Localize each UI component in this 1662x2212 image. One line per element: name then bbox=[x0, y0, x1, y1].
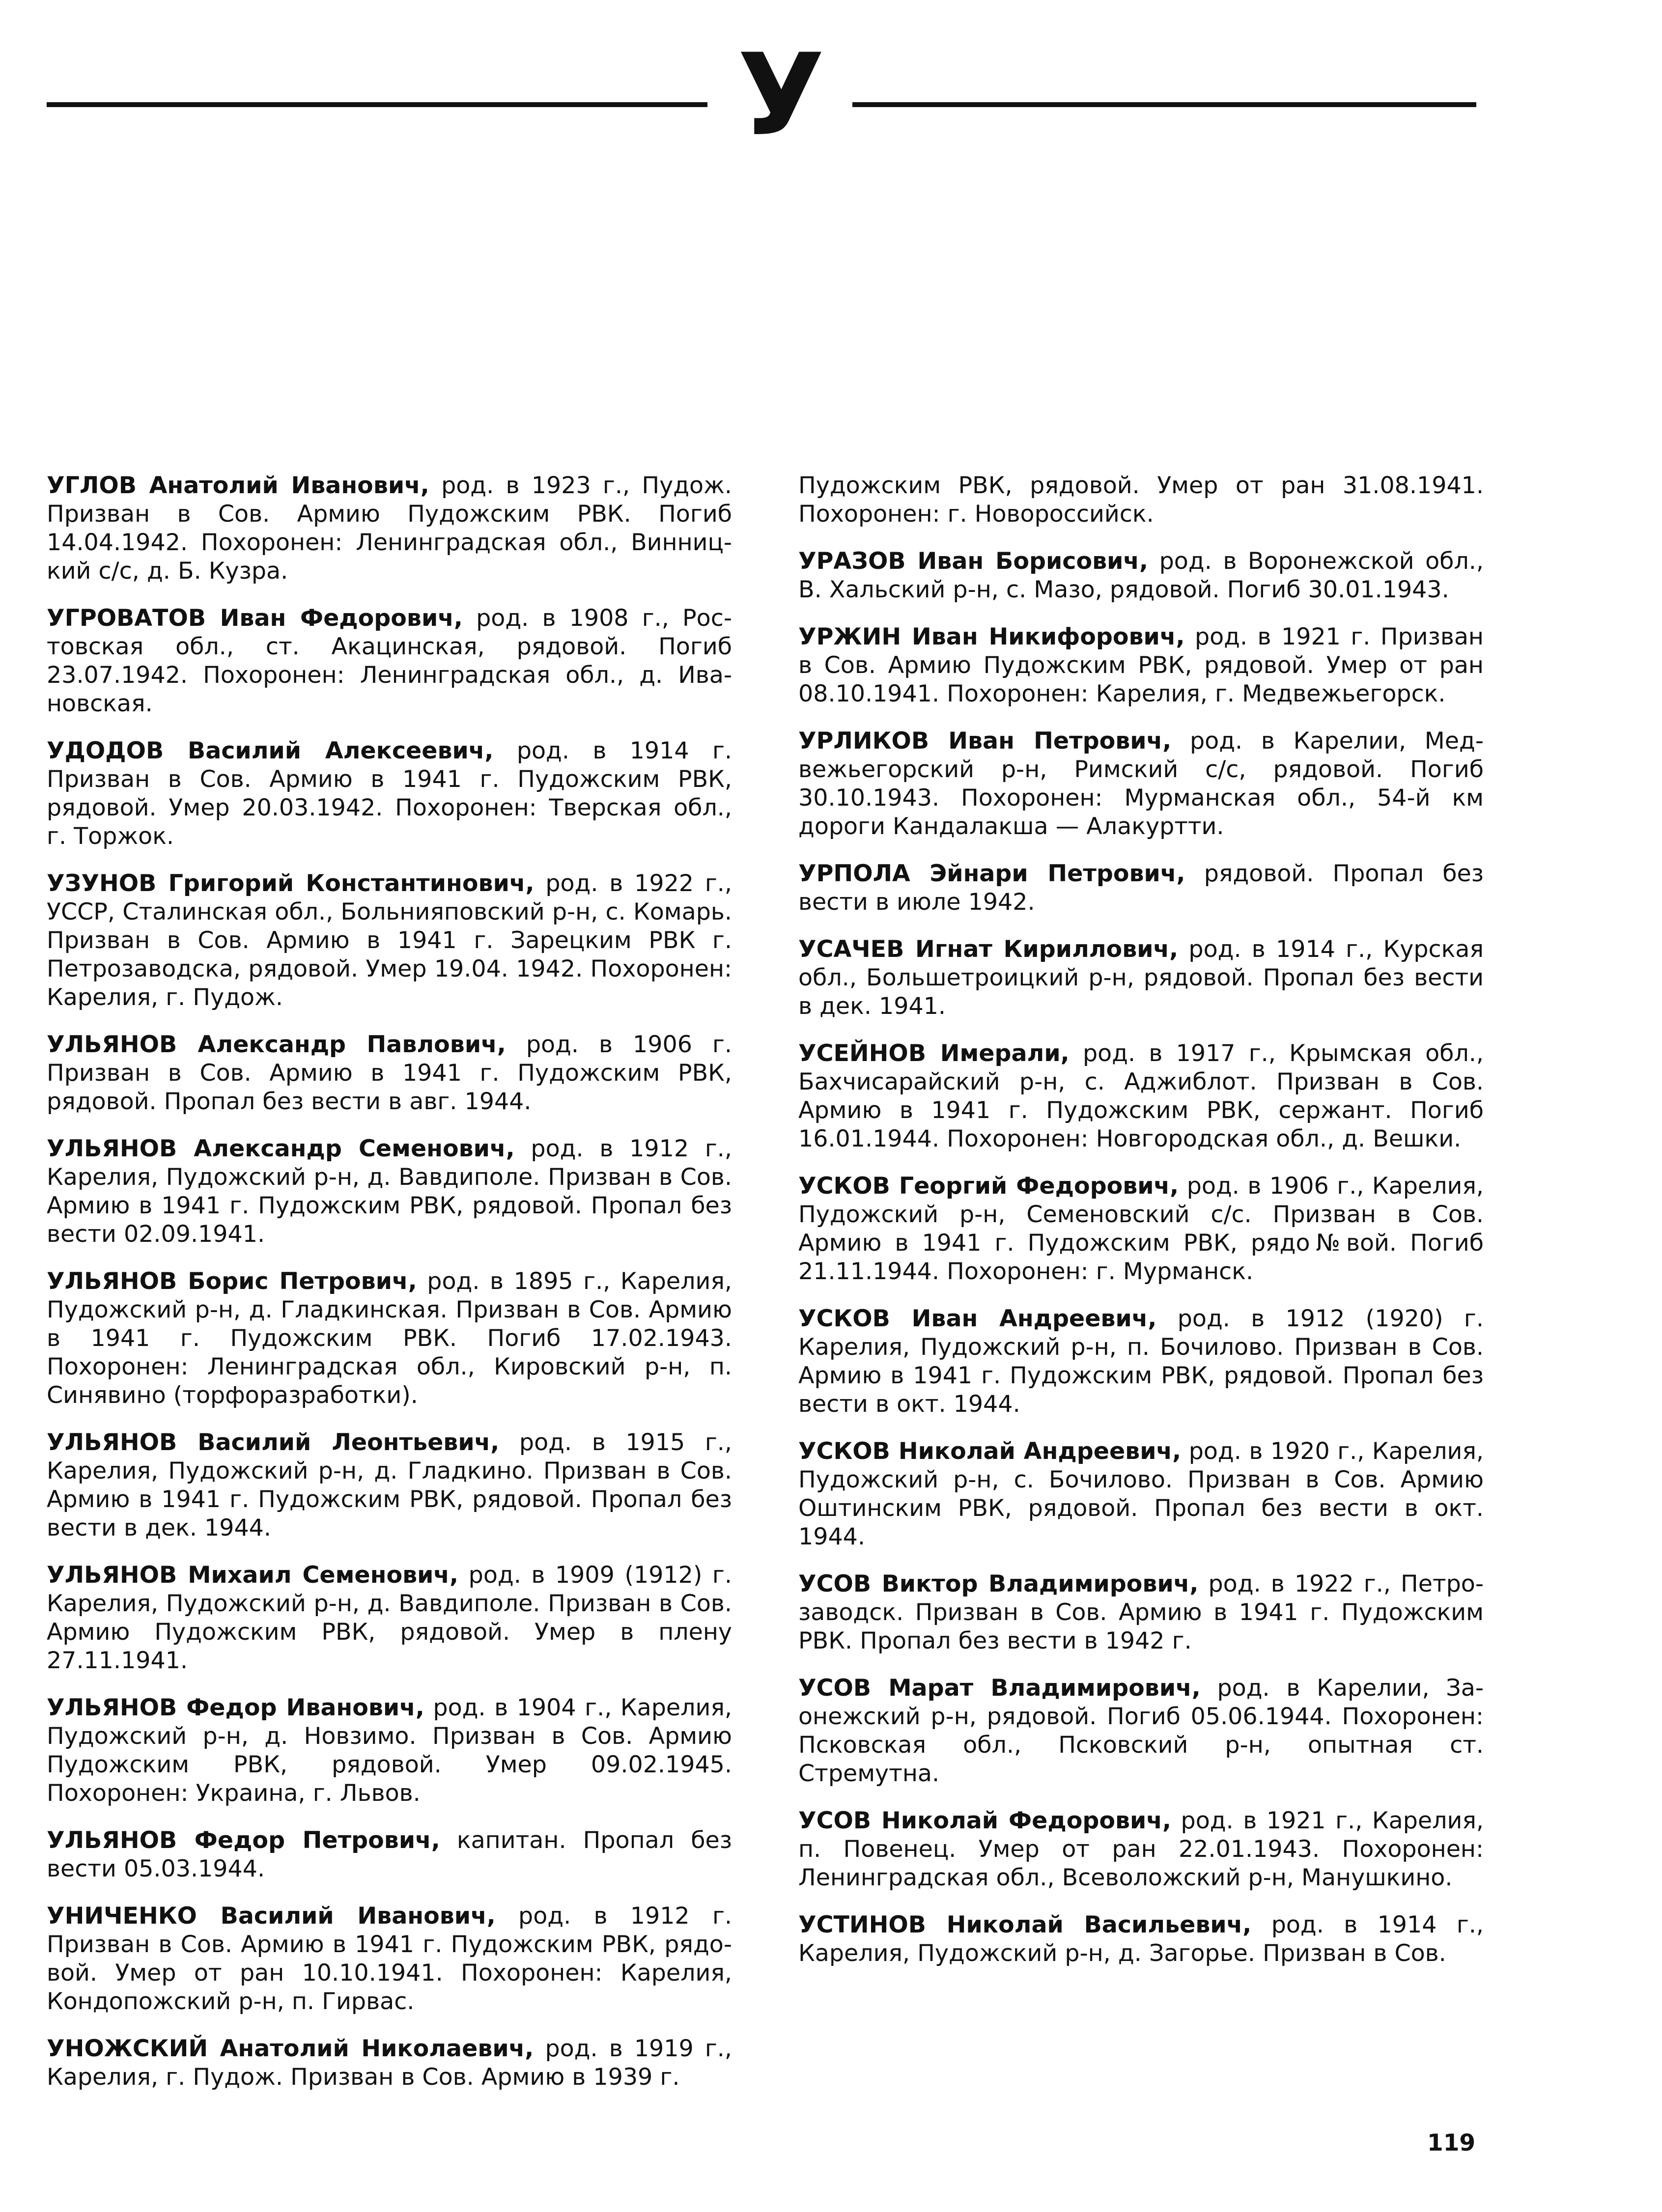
biography-entry bbox=[47, 1561, 732, 1675]
biography-entry bbox=[798, 623, 1484, 708]
person-name: УСОВ Николай Федорович, bbox=[798, 1807, 1171, 1834]
biography-entry bbox=[798, 935, 1484, 1021]
entry-text: род. в 1904 г., Карелия, Пудожский р-н, д. Новзимо. Призван в Сов. Армию Пудожским РВК, рядовой. Умер 09.02.1945. Похоронен: Украина, г. Львов. bbox=[47, 1694, 732, 1807]
person-name: УСОВ Виктор Владимирович, bbox=[798, 1570, 1199, 1597]
entry-text: род. в 1914 г., Карелия, Пудожский р-н, д. Загорье. Призван в Сов. bbox=[798, 1911, 1484, 1967]
person-name: УЛЬЯНОВ Александр Семенович, bbox=[47, 1135, 515, 1162]
entry-text: род. в 1912 г. Призван в Сов. Армию в 1941 г. Пудожским РВК, рядовой. Умер от ран 10.10.1941. Похоронен: Карелия, Кондопожский р-н, п. Гирвас. bbox=[47, 1903, 732, 2015]
person-name: УЛЬЯНОВ Михаил Семенович, bbox=[47, 1562, 459, 1589]
entry-text: род. в Карелии, Заонежский р-н, рядовой. Погиб 05.06.1944. Похоронен: Псковская обл., Псковский р-н, опытная ст. Стремутна. bbox=[798, 1675, 1484, 1787]
entry-text: род. в 1922 г., Петрозаводск. Призван в Сов. Армию в 1941 г. Пудожским РВК. Пропал без вести в 1942 г. bbox=[798, 1570, 1484, 1654]
entry-text: Пудожским РВК, рядовой. Умер от ран 31.08.1941. Похоронен: г. Новороссийск. bbox=[798, 472, 1484, 528]
section-header bbox=[47, 30, 1476, 161]
biography-entry bbox=[798, 1911, 1484, 1968]
person-name: УСКОВ Георгий Федорович, bbox=[798, 1173, 1179, 1200]
biography-entry bbox=[798, 727, 1484, 841]
biography-entry bbox=[798, 1305, 1484, 1419]
person-name: УЛЬЯНОВ Борис Петрович, bbox=[47, 1268, 417, 1295]
left-column bbox=[47, 472, 732, 2110]
person-name: УЛЬЯНОВ Федор Иванович, bbox=[47, 1694, 424, 1721]
biography-entry bbox=[798, 1437, 1484, 1551]
entry-text: род. в 1921 г. Призван в Сов. Армию Пудожским РВК, рядовой. Умер от ран 08.10.1941. Похоронен: Карелия, г. Медвежьегорск. bbox=[798, 623, 1484, 707]
biography-entry bbox=[47, 1902, 732, 2016]
person-name: УСОВ Марат Владимирович, bbox=[798, 1675, 1201, 1702]
header-rule-right bbox=[852, 102, 1476, 107]
page-number: 119 bbox=[1427, 2129, 1476, 2156]
biography-entry bbox=[47, 1826, 732, 1883]
entry-text: род. в Воронежской обл., В. Хальский р-н, с. Мазо, рядовой. Погиб 30.01.1943. bbox=[798, 548, 1484, 603]
entry-text: род. в 1922 г., УССР, Сталинская обл., Больнияповский р-н, с. Комарь. Призван в Сов. Армию в 1941 г. Зарецким РВК г. Петрозаводска, рядовой. Умер 19.04. 1942. Похоронен: Карелия, г. Пудож. bbox=[47, 870, 732, 1011]
entry-text: род. в 1906 г., Карелия, Пудожский р-н, Семеновский с/с. Призван в Сов. Армию в 1941 г. Пудожским РВК, рядо№вой. Погиб 21.11.1944. Похоронен: г. Мурманск. bbox=[798, 1173, 1484, 1285]
biography-entry bbox=[47, 1694, 732, 1808]
person-name: УРАЗОВ Иван Борисович, bbox=[798, 548, 1149, 575]
biography-entry bbox=[47, 737, 732, 851]
biography-entry bbox=[798, 860, 1484, 917]
section-letter: У bbox=[737, 30, 825, 161]
person-name: УРЛИКОВ Иван Петрович, bbox=[798, 728, 1172, 755]
person-name: УНИЧЕНКО Василий Иванович, bbox=[47, 1903, 496, 1930]
entry-text: род. в 1917 г., Крымская обл., Бахчисарайский р-н, с. Аджиблот. Призван в Сов. Армию в 1941 г. Пудожским РВК, сержант. Погиб 16.01.1944. Похоронен: Новгородская обл., д. Вешки. bbox=[798, 1040, 1484, 1152]
biography-entry bbox=[47, 604, 732, 718]
biography-entry bbox=[47, 869, 732, 1012]
entry-text: род. в 1914 г. Призван в Сов. Армию в 1941 г. Пудожским РВК, рядовой. Умер 20.03.1942. Похоронен: Тверская обл., г. Торжок. bbox=[47, 737, 732, 850]
entry-text: род. в 1908 г., Ростовская обл., ст. Акацинская, рядовой. Погиб 23.07.1942. Похоронен: Ленинградская обл., д. Ивановская. bbox=[47, 605, 732, 717]
biography-entry bbox=[47, 1428, 732, 1542]
entry-text: род. в 1914 г., Курская обл., Большетроицкий р-н, рядовой. Пропал без вести в дек. 1941. bbox=[798, 936, 1484, 1020]
biography-entry bbox=[798, 1570, 1484, 1655]
biography-entry bbox=[798, 1674, 1484, 1788]
biography-entry bbox=[47, 2035, 732, 2092]
person-name: УСАЧЕВ Игнат Кириллович, bbox=[798, 936, 1179, 963]
biography-entry bbox=[47, 1135, 732, 1249]
entry-text: род. в 1895 г., Карелия, Пудожский р-н, д. Гладкинская. Призван в Сов. Армию в 1941 г. Пудожским РВК. Погиб 17.02.1943. Похоронен: Ленинградская обл., Кировский р-н, п. Синявино (торфоразработки). bbox=[47, 1268, 732, 1409]
biography-entry bbox=[798, 547, 1484, 604]
person-name: УРЖИН Иван Никифорович, bbox=[798, 623, 1185, 650]
biography-entry bbox=[798, 1039, 1484, 1153]
person-name: УЛЬЯНОВ Александр Павлович, bbox=[47, 1031, 506, 1058]
entry-text: род. в 1912 г., Карелия, Пудожский р-н, д. Вавдиполе. Призван в Сов. Армию в 1941 г. Пудожским РВК, рядовой. Пропал без вести 02.09.1941. bbox=[47, 1135, 732, 1248]
entry-text: род. в 1912 (1920) г. Карелия, Пудожский р-н, п. Бочилово. Призван в Сов. Армию в 1941 г. Пудожским РВК, рядовой. Пропал без вести в окт. 1944. bbox=[798, 1305, 1484, 1418]
person-name: УЗУНОВ Григорий Константинович, bbox=[47, 870, 535, 897]
entry-text: род. в 1921 г., Карелия, п. Повенец. Умер от ран 22.01.1943. Похоронен: Ленинградская обл., Всеволожский р-н, Манушкино. bbox=[798, 1807, 1484, 1891]
biography-entry bbox=[47, 1031, 732, 1116]
entry-text: капитан. Пропал без вести 05.03.1944. bbox=[47, 1827, 732, 1882]
biography-entry bbox=[47, 1267, 732, 1410]
entry-text: род. в 1915 г., Карелия, Пудожский р-н, д. Гладкино. Призван в Сов. Армию в 1941 г. Пудожским РВК, рядовой. Пропал без вести в дек. 1944. bbox=[47, 1429, 732, 1541]
entry-text: род. в 1909 (1912) г. Карелия, Пудожский р-н, д. Вавдиполе. Призван в Сов. Армию Пудожским РВК, рядовой. Умер в плену 27.11.1941. bbox=[47, 1562, 732, 1674]
entry-text: род. в 1906 г. Призван в Сов. Армию в 1941 г. Пудожским РВК, рядовой. Пропал без вести в авг. 1944. bbox=[47, 1031, 732, 1115]
biography-entry bbox=[798, 472, 1484, 529]
entry-text: род. в 1919 г., Карелия, г. Пудож. Призван в Сов. Армию в 1939 г. bbox=[47, 2035, 732, 2091]
person-name: УДОДОВ Василий Алексеевич, bbox=[47, 737, 494, 764]
person-name: УЛЬЯНОВ Василий Леонтьевич, bbox=[47, 1429, 500, 1456]
person-name: УСКОВ Иван Андреевич, bbox=[798, 1305, 1157, 1332]
right-column bbox=[798, 472, 1484, 1987]
entry-text: род. в 1920 г., Карелия, Пудожский р-н, с. Бочилово. Призван в Сов. Армию Оштинским РВК, рядовой. Пропал без вести в окт. 1944. bbox=[798, 1438, 1484, 1550]
biography-entry bbox=[798, 1807, 1484, 1892]
header-rule-left bbox=[47, 102, 707, 107]
biography-entry bbox=[47, 472, 732, 586]
biography-entry bbox=[798, 1172, 1484, 1286]
entry-text: род. в Карелии, Медвежьегорский р-н, Римский с/с, рядовой. Погиб 30.10.1943. Похоронен: Мурманская обл., 54-й км дороги Кандалакша — Алакуртти. bbox=[798, 728, 1484, 840]
person-name: УГРОВАТОВ Иван Федорович, bbox=[47, 605, 463, 632]
entry-text: род. в 1923 г., Пудож. Призван в Сов. Армию Пудожским РВК. Погиб 14.04.1942. Похоронен: Ленинградская обл., Винницкий с/с, д. Б. Кузра. bbox=[47, 472, 732, 585]
person-name: УГЛОВ Анатолий Иванович, bbox=[47, 472, 429, 499]
person-name: УСТИНОВ Николай Васильевич, bbox=[798, 1911, 1252, 1938]
entry-text: рядовой. Пропал без вести в июле 1942. bbox=[798, 860, 1484, 916]
person-name: УНОЖСКИЙ Анатолий Николаевич, bbox=[47, 2035, 534, 2062]
person-name: УРПОЛА Эйнари Петрович, bbox=[798, 860, 1185, 887]
person-name: УЛЬЯНОВ Федор Петрович, bbox=[47, 1827, 440, 1854]
person-name: УСЕЙНОВ Имерали, bbox=[798, 1040, 1070, 1067]
person-name: УСКОВ Николай Андреевич, bbox=[798, 1438, 1182, 1465]
